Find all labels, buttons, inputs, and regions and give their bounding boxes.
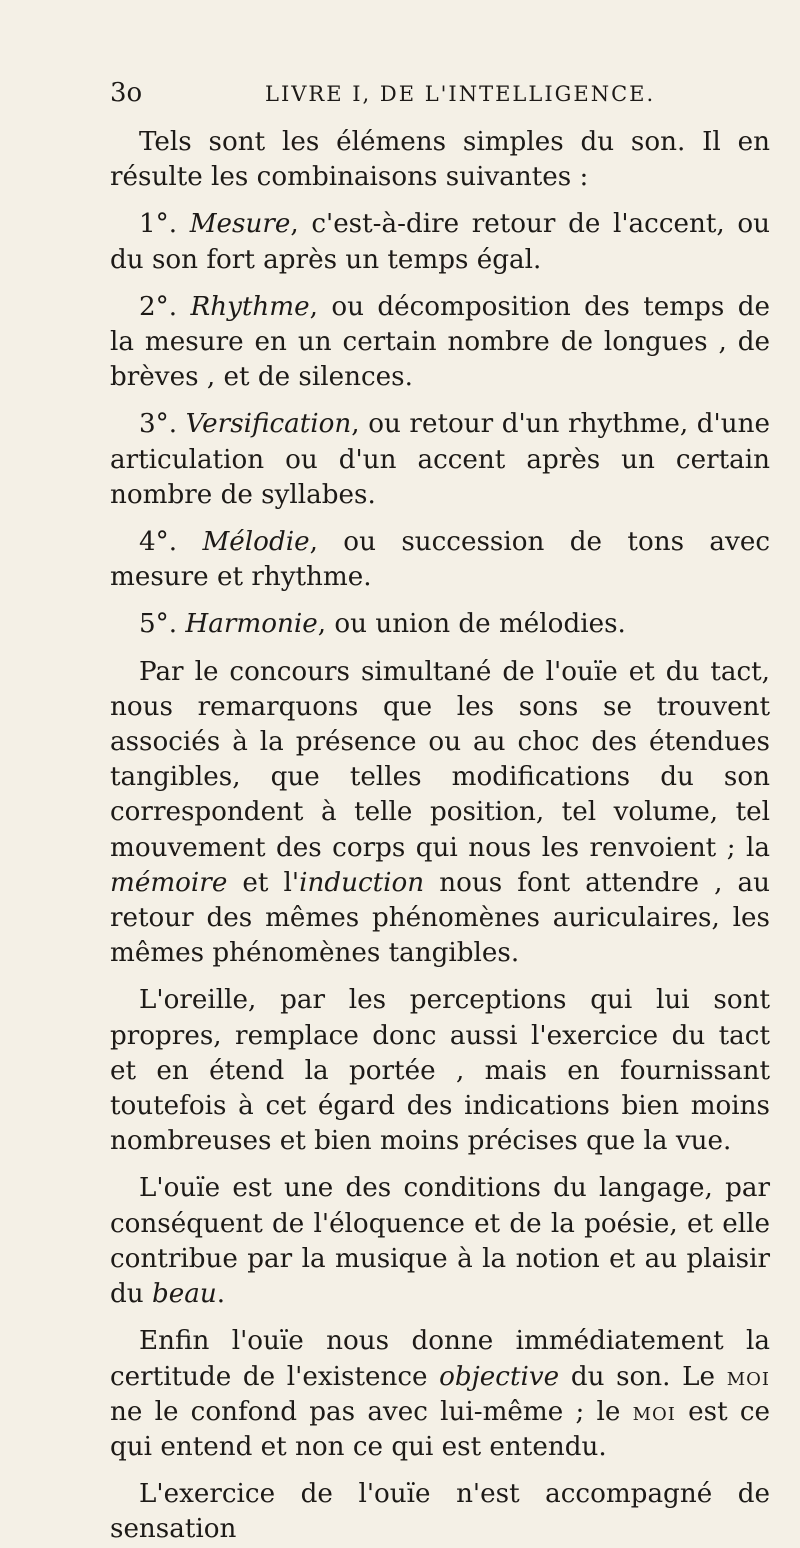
paragraph-oreille — [110, 983, 770, 1159]
list-item-mesure — [110, 207, 770, 277]
item-number: 3°. — [139, 409, 186, 440]
paragraph-text: du son. Le — [559, 1361, 727, 1392]
running-head: LIVRE I, DE L'INTELLIGENCE. — [265, 82, 656, 106]
paragraph-text: Par le concours simultané de l'ouïe et du tact, nous remarquons que les sons se trouvent associés à la présence ou au choc des étendues tangibles, que telles modifications du son correspondent à telle position, tel volume, tel mouvement des corps qui nous les renvoient ; la — [110, 656, 770, 863]
item-text: , ou succession de tons avec mesure et rhythme. — [110, 527, 770, 593]
list-item-melodie — [110, 525, 770, 595]
item-title: Versification — [185, 409, 352, 440]
paragraph-exercice — [110, 1477, 770, 1547]
paragraph-langage — [110, 1171, 770, 1312]
italic-term: mémoire — [110, 867, 228, 898]
item-number: 2°. — [139, 291, 191, 322]
paragraph-concours — [110, 655, 770, 972]
item-title: Rhythme — [190, 291, 310, 322]
paragraph-text: L'exercice de l'ouïe n'est accompagné de sensation — [110, 1479, 770, 1545]
item-number: 5°. — [139, 609, 186, 640]
item-title: Harmonie — [185, 609, 318, 640]
item-title: Mesure — [189, 209, 291, 240]
item-text: , ou union de mélodies. — [317, 609, 626, 640]
item-text: , ou décomposition des temps de la mesure en un certain nombre de longues , de brèves , et de silences. — [110, 291, 770, 393]
paragraph-text: est ce qui entend et non ce qui est entendu. — [110, 1396, 770, 1462]
list-item-rhythme — [110, 290, 770, 396]
item-number: 1°. — [139, 209, 190, 240]
italic-term: objective — [439, 1361, 560, 1392]
small-caps-term: moi — [726, 1361, 770, 1392]
item-number: 4°. — [139, 527, 203, 558]
paragraph-certitude — [110, 1324, 770, 1465]
paragraph-text: . — [216, 1279, 226, 1310]
item-title: Mélodie — [202, 527, 310, 558]
italic-term: induction — [299, 867, 425, 898]
list-item-harmonie — [110, 607, 770, 642]
paragraph-text: et l' — [227, 867, 300, 898]
item-text: , ou retour d'un rhythme, d'une articulation ou d'un accent après un certain nombre de syllabes. — [110, 409, 770, 510]
page-header — [110, 78, 770, 118]
paragraph-text: L'oreille, par les perceptions qui lui sont propres, remplace donc aussi l'exercice du tact et en étend la portée , mais en fournissant toutefois à cet égard des indications bien moins nombreuses et bien moins précises que la vue. — [110, 985, 770, 1157]
paragraph-intro — [110, 125, 770, 195]
page-body — [110, 125, 770, 1548]
italic-term: beau — [151, 1279, 217, 1310]
small-caps-term: moi — [632, 1396, 676, 1427]
paragraph-text: L'ouïe est une des conditions du langage, par conséquent de l'éloquence et de la poésie, et elle contribue par la musique à la notion et au plaisir du — [110, 1173, 770, 1310]
paragraph-text: nous font attendre , au retour des mêmes phénomènes auriculaires, les mêmes phénomènes tangibles. — [110, 867, 771, 969]
item-text: , c'est-à-dire retour de l'accent, ou du son fort après un temps égal. — [110, 209, 770, 275]
paragraph-text: Tels sont les élémens simples du son. Il en résulte les combinaisons suivantes : — [110, 127, 770, 193]
list-item-versification — [110, 407, 770, 513]
paragraph-text: ne le confond pas avec lui-même ; le — [110, 1396, 633, 1427]
page-number: 3o — [110, 78, 143, 108]
paragraph-text: Enfin l'ouïe nous donne immédiatement la certitude de l'existence — [110, 1326, 770, 1392]
